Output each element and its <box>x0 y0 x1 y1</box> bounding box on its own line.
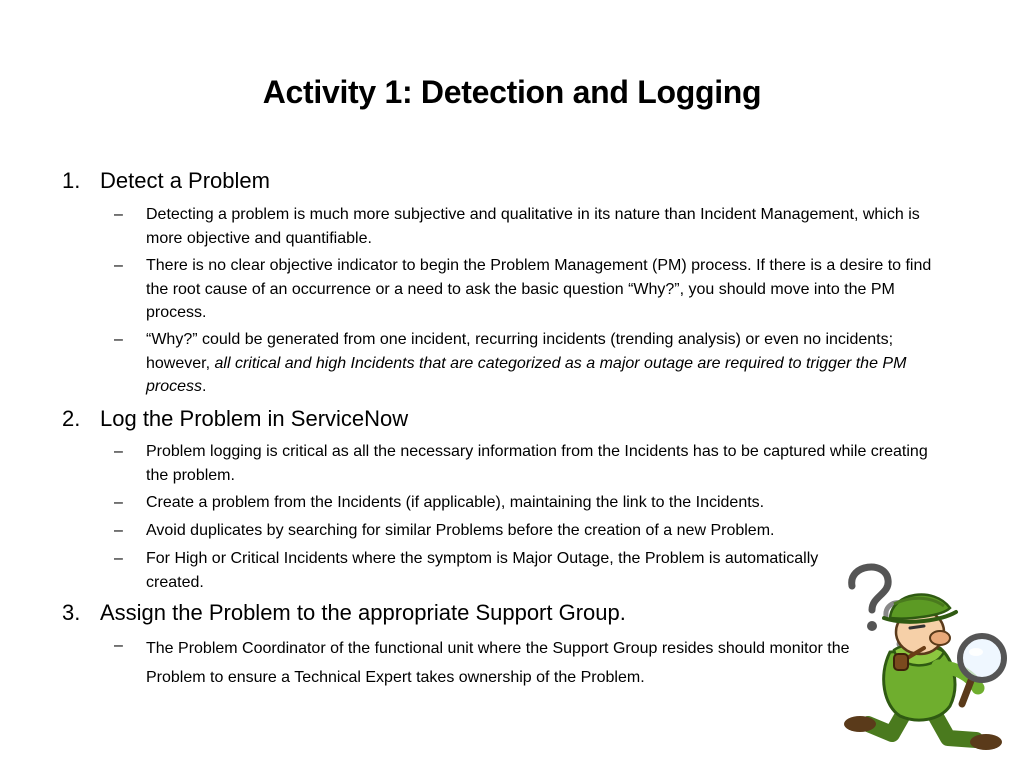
dash-bullet: – <box>114 206 123 223</box>
bullet-text-plain: “Why?” could be generated from one incident, recurring incidents (trending analysis) or even no incidents; however, <box>146 331 894 372</box>
bullet-text: The Problem Coordinator of the functional unit where the Support Group resides should monitor the Problem to ensure a Technical Expert takes ownership of the Problem. <box>146 640 850 686</box>
bullet-text: Detecting a problem is much more subjective and qualitative in its nature than Incident Management, which is more objective and quantifiable. <box>146 206 920 247</box>
dash-bullet: – <box>114 494 123 511</box>
item-number: 1. <box>62 168 81 193</box>
dash-bullet: – <box>114 443 123 460</box>
item-number: 3. <box>62 600 81 625</box>
bullet-text: Problem logging is critical as all the necessary information from the Incidents has to be captured while creating the problem. <box>146 443 928 484</box>
bullet-text: Avoid duplicates by searching for similar Problems before the creation of a new Problem. <box>146 522 775 539</box>
item-number: 2. <box>62 406 81 431</box>
dash-bullet: – <box>114 522 123 539</box>
bullet-text <box>146 328 936 399</box>
slide-title: Activity 1: Detection and Logging <box>262 74 762 110</box>
bullet-text: For High or Critical Incidents where the symptom is Major Outage, the Problem is automatically created. <box>146 550 819 591</box>
list-item-detect <box>62 168 270 194</box>
dash-bullet: – <box>114 257 123 274</box>
list-item-log <box>62 406 408 432</box>
bullet-text-italic: all critical and high Incidents that are categorized as a major outage are required to trigger the PM process <box>146 354 907 395</box>
item-label: Detect a Problem <box>100 168 270 193</box>
item-label: Assign the Problem to the appropriate Support Group. <box>100 600 626 625</box>
detective-with-magnifying-glass-icon <box>838 556 1018 768</box>
bullet-text: There is no clear objective indicator to begin the Problem Management (PM) process. If there is a desire to find the root cause of an occurrence or a need to ask the basic question “Why?”, you should move into the PM process. <box>146 257 932 321</box>
bullet-text: Create a problem from the Incidents (if applicable), maintaining the link to the Incidents. <box>146 494 765 511</box>
dash-bullet: – <box>114 637 123 654</box>
item-label: Log the Problem in ServiceNow <box>100 406 409 431</box>
dash-bullet: – <box>114 550 123 567</box>
dash-bullet: – <box>114 331 123 348</box>
list-item-assign <box>62 600 626 626</box>
bullet-text-end: . <box>202 378 207 395</box>
